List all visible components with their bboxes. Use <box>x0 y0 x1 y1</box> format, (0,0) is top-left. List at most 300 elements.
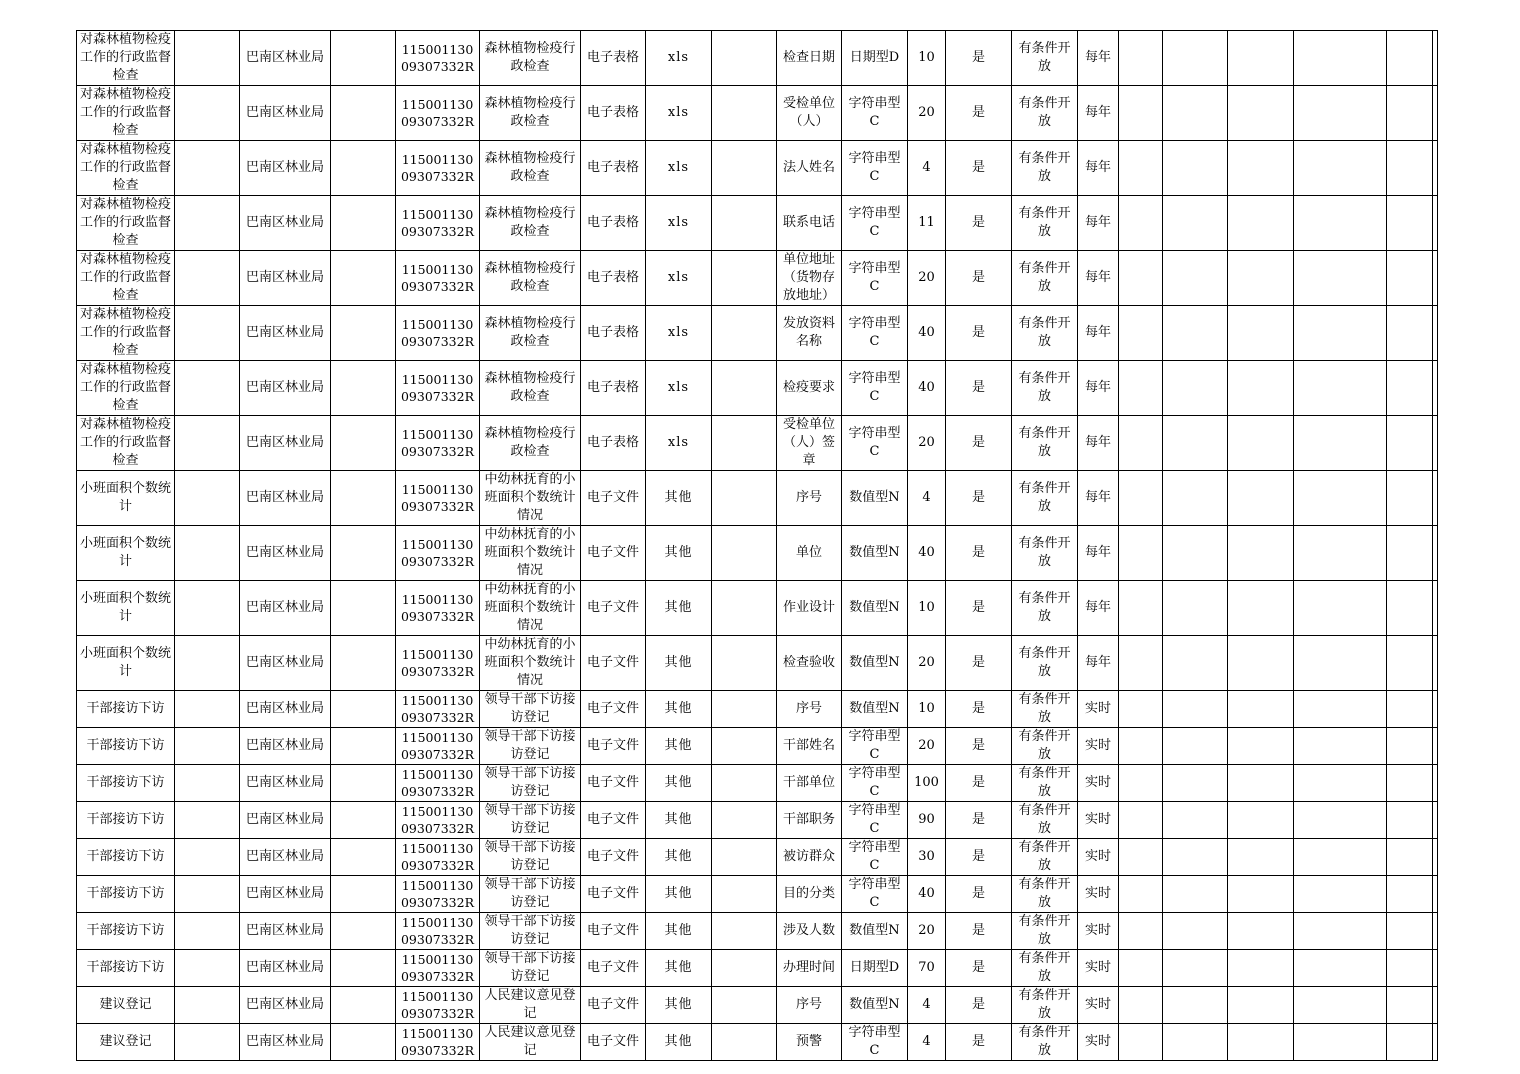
blank-cell <box>1387 728 1433 765</box>
open-type-cell: 有条件开放 <box>1012 876 1078 913</box>
blank-cell <box>1119 839 1163 876</box>
blank-cell <box>1294 987 1387 1024</box>
field-length-cell: 20 <box>908 913 946 950</box>
table-row <box>77 765 1438 802</box>
resource-name-cell: 领导干部下访接访登记 <box>480 728 581 765</box>
carrier-cell: 电子文件 <box>581 765 646 802</box>
credit-code-cell: 11500113009307332R <box>396 251 480 306</box>
field-type-cell: 日期型D <box>842 31 908 86</box>
blank-cell <box>175 196 240 251</box>
blank-cell <box>1119 987 1163 1024</box>
credit-code-cell: 11500113009307332R <box>396 581 480 636</box>
blank-cell <box>331 950 396 987</box>
field-length-cell: 20 <box>908 636 946 691</box>
blank-cell <box>712 802 777 839</box>
blank-cell <box>1433 581 1438 636</box>
field-type-cell: 日期型D <box>842 950 908 987</box>
required-cell: 是 <box>946 196 1012 251</box>
credit-code-cell: 11500113009307332R <box>396 196 480 251</box>
update-cycle-cell: 每年 <box>1078 471 1119 526</box>
credit-code-cell: 11500113009307332R <box>396 913 480 950</box>
blank-cell <box>712 1024 777 1061</box>
item-name-cell: 小班面积个数统计 <box>77 581 175 636</box>
update-cycle-cell: 每年 <box>1078 251 1119 306</box>
field-length-cell: 4 <box>908 987 946 1024</box>
blank-cell <box>1228 471 1294 526</box>
blank-cell <box>1387 526 1433 581</box>
carrier-cell: 电子文件 <box>581 913 646 950</box>
carrier-cell: 电子表格 <box>581 196 646 251</box>
item-name-cell: 干部接访下访 <box>77 950 175 987</box>
credit-code-cell: 11500113009307332R <box>396 526 480 581</box>
blank-cell <box>1433 839 1438 876</box>
blank-cell <box>1228 361 1294 416</box>
blank-cell <box>1228 950 1294 987</box>
field-name-cell: 干部姓名 <box>777 728 842 765</box>
resource-name-cell: 领导干部下访接访登记 <box>480 913 581 950</box>
credit-code-cell: 11500113009307332R <box>396 416 480 471</box>
blank-cell <box>1294 196 1387 251</box>
blank-cell <box>175 802 240 839</box>
item-name-cell: 小班面积个数统计 <box>77 471 175 526</box>
dept-cell: 巴南区林业局 <box>240 196 331 251</box>
table-row <box>77 636 1438 691</box>
format-cell: 其他 <box>646 839 712 876</box>
blank-cell <box>1294 1024 1387 1061</box>
blank-cell <box>1387 361 1433 416</box>
carrier-cell: 电子文件 <box>581 636 646 691</box>
field-name-cell: 发放资料名称 <box>777 306 842 361</box>
blank-cell <box>1163 1024 1228 1061</box>
blank-cell <box>1228 765 1294 802</box>
open-type-cell: 有条件开放 <box>1012 251 1078 306</box>
required-cell: 是 <box>946 1024 1012 1061</box>
open-type-cell: 有条件开放 <box>1012 728 1078 765</box>
blank-cell <box>1387 839 1433 876</box>
blank-cell <box>1294 251 1387 306</box>
blank-cell <box>1163 526 1228 581</box>
blank-cell <box>1433 471 1438 526</box>
field-name-cell: 目的分类 <box>777 876 842 913</box>
blank-cell <box>1228 306 1294 361</box>
update-cycle-cell: 实时 <box>1078 802 1119 839</box>
credit-code-cell: 11500113009307332R <box>396 306 480 361</box>
format-cell: xls <box>646 306 712 361</box>
blank-cell <box>1387 141 1433 196</box>
table-body <box>77 31 1438 1061</box>
carrier-cell: 电子表格 <box>581 141 646 196</box>
open-type-cell: 有条件开放 <box>1012 581 1078 636</box>
table-row <box>77 196 1438 251</box>
blank-cell <box>331 361 396 416</box>
credit-code-cell: 11500113009307332R <box>396 728 480 765</box>
blank-cell <box>1163 765 1228 802</box>
table-row <box>77 306 1438 361</box>
item-name-cell: 干部接访下访 <box>77 839 175 876</box>
resource-name-cell: 中幼林抚育的小班面积个数统计情况 <box>480 636 581 691</box>
table-row <box>77 526 1438 581</box>
blank-cell <box>331 691 396 728</box>
open-type-cell: 有条件开放 <box>1012 839 1078 876</box>
blank-cell <box>1387 416 1433 471</box>
carrier-cell: 电子文件 <box>581 526 646 581</box>
open-type-cell: 有条件开放 <box>1012 31 1078 86</box>
update-cycle-cell: 实时 <box>1078 913 1119 950</box>
blank-cell <box>1294 691 1387 728</box>
item-name-cell: 对森林植物检疫工作的行政监督检查 <box>77 251 175 306</box>
field-name-cell: 干部职务 <box>777 802 842 839</box>
credit-code-cell: 11500113009307332R <box>396 141 480 196</box>
blank-cell <box>1163 987 1228 1024</box>
table-row <box>77 1024 1438 1061</box>
blank-cell <box>1433 802 1438 839</box>
item-name-cell: 对森林植物检疫工作的行政监督检查 <box>77 141 175 196</box>
required-cell: 是 <box>946 471 1012 526</box>
open-type-cell: 有条件开放 <box>1012 691 1078 728</box>
field-type-cell: 数值型N <box>842 581 908 636</box>
open-type-cell: 有条件开放 <box>1012 471 1078 526</box>
resource-name-cell: 领导干部下访接访登记 <box>480 691 581 728</box>
field-length-cell: 40 <box>908 306 946 361</box>
table-row <box>77 839 1438 876</box>
blank-cell <box>1433 913 1438 950</box>
update-cycle-cell: 实时 <box>1078 728 1119 765</box>
blank-cell <box>175 471 240 526</box>
blank-cell <box>1228 251 1294 306</box>
required-cell: 是 <box>946 636 1012 691</box>
required-cell: 是 <box>946 361 1012 416</box>
blank-cell <box>712 987 777 1024</box>
blank-cell <box>1387 876 1433 913</box>
dept-cell: 巴南区林业局 <box>240 86 331 141</box>
required-cell: 是 <box>946 987 1012 1024</box>
open-type-cell: 有条件开放 <box>1012 950 1078 987</box>
carrier-cell: 电子文件 <box>581 987 646 1024</box>
blank-cell <box>175 913 240 950</box>
credit-code-cell: 11500113009307332R <box>396 691 480 728</box>
carrier-cell: 电子文件 <box>581 1024 646 1061</box>
format-cell: 其他 <box>646 765 712 802</box>
update-cycle-cell: 每年 <box>1078 526 1119 581</box>
blank-cell <box>1294 802 1387 839</box>
field-name-cell: 作业设计 <box>777 581 842 636</box>
field-name-cell: 联系电话 <box>777 196 842 251</box>
field-name-cell: 检查验收 <box>777 636 842 691</box>
credit-code-cell: 11500113009307332R <box>396 86 480 141</box>
blank-cell <box>1387 987 1433 1024</box>
table-row <box>77 728 1438 765</box>
blank-cell <box>1387 950 1433 987</box>
open-type-cell: 有条件开放 <box>1012 765 1078 802</box>
blank-cell <box>1119 913 1163 950</box>
field-length-cell: 10 <box>908 691 946 728</box>
blank-cell <box>175 306 240 361</box>
field-name-cell: 被访群众 <box>777 839 842 876</box>
field-length-cell: 90 <box>908 802 946 839</box>
required-cell: 是 <box>946 728 1012 765</box>
blank-cell <box>1294 306 1387 361</box>
blank-cell <box>1119 581 1163 636</box>
blank-cell <box>1433 86 1438 141</box>
field-name-cell: 受检单位（人） <box>777 86 842 141</box>
update-cycle-cell: 每年 <box>1078 306 1119 361</box>
blank-cell <box>175 636 240 691</box>
blank-cell <box>1119 306 1163 361</box>
table-row <box>77 86 1438 141</box>
blank-cell <box>1433 636 1438 691</box>
blank-cell <box>1163 913 1228 950</box>
field-type-cell: 字符串型C <box>842 876 908 913</box>
blank-cell <box>175 361 240 416</box>
resource-name-cell: 中幼林抚育的小班面积个数统计情况 <box>480 581 581 636</box>
field-length-cell: 40 <box>908 526 946 581</box>
field-length-cell: 4 <box>908 141 946 196</box>
blank-cell <box>1119 526 1163 581</box>
blank-cell <box>712 251 777 306</box>
blank-cell <box>1294 86 1387 141</box>
field-type-cell: 字符串型C <box>842 86 908 141</box>
blank-cell <box>712 581 777 636</box>
field-type-cell: 字符串型C <box>842 306 908 361</box>
dept-cell: 巴南区林业局 <box>240 765 331 802</box>
field-length-cell: 4 <box>908 471 946 526</box>
blank-cell <box>1387 86 1433 141</box>
required-cell: 是 <box>946 876 1012 913</box>
dept-cell: 巴南区林业局 <box>240 913 331 950</box>
dept-cell: 巴南区林业局 <box>240 691 331 728</box>
blank-cell <box>1163 416 1228 471</box>
blank-cell <box>1228 196 1294 251</box>
blank-cell <box>331 802 396 839</box>
field-name-cell: 预警 <box>777 1024 842 1061</box>
blank-cell <box>1119 416 1163 471</box>
blank-cell <box>1433 416 1438 471</box>
field-name-cell: 检查日期 <box>777 31 842 86</box>
table-row <box>77 913 1438 950</box>
blank-cell <box>1163 691 1228 728</box>
blank-cell <box>1433 1024 1438 1061</box>
field-name-cell: 办理时间 <box>777 950 842 987</box>
blank-cell <box>712 839 777 876</box>
carrier-cell: 电子文件 <box>581 839 646 876</box>
blank-cell <box>1387 306 1433 361</box>
blank-cell <box>1294 728 1387 765</box>
blank-cell <box>712 86 777 141</box>
blank-cell <box>1387 691 1433 728</box>
blank-cell <box>1119 1024 1163 1061</box>
open-type-cell: 有条件开放 <box>1012 636 1078 691</box>
blank-cell <box>1228 691 1294 728</box>
blank-cell <box>1294 913 1387 950</box>
dept-cell: 巴南区林业局 <box>240 306 331 361</box>
field-type-cell: 数值型N <box>842 913 908 950</box>
item-name-cell: 对森林植物检疫工作的行政监督检查 <box>77 306 175 361</box>
blank-cell <box>712 471 777 526</box>
required-cell: 是 <box>946 765 1012 802</box>
field-type-cell: 字符串型C <box>842 361 908 416</box>
blank-cell <box>175 416 240 471</box>
format-cell: xls <box>646 196 712 251</box>
blank-cell <box>1433 141 1438 196</box>
blank-cell <box>331 876 396 913</box>
credit-code-cell: 11500113009307332R <box>396 839 480 876</box>
field-type-cell: 数值型N <box>842 526 908 581</box>
blank-cell <box>712 950 777 987</box>
item-name-cell: 干部接访下访 <box>77 728 175 765</box>
dept-cell: 巴南区林业局 <box>240 416 331 471</box>
open-type-cell: 有条件开放 <box>1012 1024 1078 1061</box>
resource-name-cell: 森林植物检疫行政检查 <box>480 31 581 86</box>
item-name-cell: 干部接访下访 <box>77 691 175 728</box>
item-name-cell: 对森林植物检疫工作的行政监督检查 <box>77 86 175 141</box>
carrier-cell: 电子文件 <box>581 471 646 526</box>
required-cell: 是 <box>946 913 1012 950</box>
blank-cell <box>1228 1024 1294 1061</box>
blank-cell <box>1163 196 1228 251</box>
blank-cell <box>1228 31 1294 86</box>
credit-code-cell: 11500113009307332R <box>396 950 480 987</box>
field-type-cell: 数值型N <box>842 636 908 691</box>
required-cell: 是 <box>946 526 1012 581</box>
item-name-cell: 对森林植物检疫工作的行政监督检查 <box>77 361 175 416</box>
blank-cell <box>1228 913 1294 950</box>
blank-cell <box>1119 361 1163 416</box>
dept-cell: 巴南区林业局 <box>240 839 331 876</box>
resource-name-cell: 森林植物检疫行政检查 <box>480 141 581 196</box>
field-type-cell: 字符串型C <box>842 251 908 306</box>
field-type-cell: 字符串型C <box>842 416 908 471</box>
carrier-cell: 电子文件 <box>581 691 646 728</box>
update-cycle-cell: 每年 <box>1078 196 1119 251</box>
resource-name-cell: 人民建议意见登记 <box>480 987 581 1024</box>
field-length-cell: 10 <box>908 31 946 86</box>
blank-cell <box>1387 636 1433 691</box>
field-name-cell: 单位地址（货物存放地址） <box>777 251 842 306</box>
blank-cell <box>1119 471 1163 526</box>
blank-cell <box>1433 691 1438 728</box>
blank-cell <box>1119 728 1163 765</box>
update-cycle-cell: 实时 <box>1078 876 1119 913</box>
blank-cell <box>712 765 777 802</box>
blank-cell <box>331 471 396 526</box>
blank-cell <box>1294 765 1387 802</box>
required-cell: 是 <box>946 950 1012 987</box>
blank-cell <box>1228 987 1294 1024</box>
blank-cell <box>175 526 240 581</box>
blank-cell <box>1163 950 1228 987</box>
resource-name-cell: 领导干部下访接访登记 <box>480 839 581 876</box>
field-length-cell: 20 <box>908 416 946 471</box>
dept-cell: 巴南区林业局 <box>240 728 331 765</box>
carrier-cell: 电子表格 <box>581 306 646 361</box>
field-length-cell: 40 <box>908 876 946 913</box>
field-name-cell: 检疫要求 <box>777 361 842 416</box>
blank-cell <box>1163 141 1228 196</box>
dept-cell: 巴南区林业局 <box>240 31 331 86</box>
blank-cell <box>712 306 777 361</box>
blank-cell <box>175 987 240 1024</box>
required-cell: 是 <box>946 31 1012 86</box>
dept-cell: 巴南区林业局 <box>240 950 331 987</box>
blank-cell <box>331 251 396 306</box>
blank-cell <box>331 839 396 876</box>
field-name-cell: 法人姓名 <box>777 141 842 196</box>
dept-cell: 巴南区林业局 <box>240 361 331 416</box>
item-name-cell: 小班面积个数统计 <box>77 526 175 581</box>
carrier-cell: 电子表格 <box>581 361 646 416</box>
blank-cell <box>1163 471 1228 526</box>
resource-name-cell: 领导干部下访接访登记 <box>480 802 581 839</box>
blank-cell <box>175 691 240 728</box>
blank-cell <box>331 913 396 950</box>
open-type-cell: 有条件开放 <box>1012 526 1078 581</box>
update-cycle-cell: 实时 <box>1078 987 1119 1024</box>
update-cycle-cell: 每年 <box>1078 31 1119 86</box>
blank-cell <box>1294 471 1387 526</box>
blank-cell <box>1433 196 1438 251</box>
blank-cell <box>331 31 396 86</box>
blank-cell <box>712 416 777 471</box>
field-length-cell: 10 <box>908 581 946 636</box>
blank-cell <box>1163 306 1228 361</box>
field-name-cell: 序号 <box>777 987 842 1024</box>
credit-code-cell: 11500113009307332R <box>396 31 480 86</box>
open-type-cell: 有条件开放 <box>1012 306 1078 361</box>
blank-cell <box>1433 950 1438 987</box>
table-row <box>77 471 1438 526</box>
table-row <box>77 950 1438 987</box>
format-cell: 其他 <box>646 581 712 636</box>
blank-cell <box>1387 31 1433 86</box>
blank-cell <box>1228 876 1294 913</box>
blank-cell <box>1294 526 1387 581</box>
dept-cell: 巴南区林业局 <box>240 876 331 913</box>
format-cell: xls <box>646 86 712 141</box>
field-type-cell: 字符串型C <box>842 728 908 765</box>
blank-cell <box>1163 839 1228 876</box>
credit-code-cell: 11500113009307332R <box>396 987 480 1024</box>
blank-cell <box>1163 361 1228 416</box>
blank-cell <box>1119 765 1163 802</box>
blank-cell <box>1433 876 1438 913</box>
blank-cell <box>1294 950 1387 987</box>
blank-cell <box>1433 251 1438 306</box>
blank-cell <box>1119 876 1163 913</box>
update-cycle-cell: 每年 <box>1078 636 1119 691</box>
blank-cell <box>331 987 396 1024</box>
blank-cell <box>331 526 396 581</box>
blank-cell <box>331 1024 396 1061</box>
blank-cell <box>1294 416 1387 471</box>
field-length-cell: 4 <box>908 1024 946 1061</box>
field-type-cell: 字符串型C <box>842 1024 908 1061</box>
blank-cell <box>1119 31 1163 86</box>
field-type-cell: 字符串型C <box>842 839 908 876</box>
field-name-cell: 干部单位 <box>777 765 842 802</box>
field-name-cell: 受检单位（人）签章 <box>777 416 842 471</box>
format-cell: xls <box>646 31 712 86</box>
item-name-cell: 对森林植物检疫工作的行政监督检查 <box>77 196 175 251</box>
format-cell: xls <box>646 416 712 471</box>
credit-code-cell: 11500113009307332R <box>396 802 480 839</box>
field-length-cell: 20 <box>908 251 946 306</box>
blank-cell <box>712 141 777 196</box>
blank-cell <box>712 31 777 86</box>
blank-cell <box>1228 141 1294 196</box>
blank-cell <box>1119 251 1163 306</box>
blank-cell <box>1119 196 1163 251</box>
blank-cell <box>1163 636 1228 691</box>
